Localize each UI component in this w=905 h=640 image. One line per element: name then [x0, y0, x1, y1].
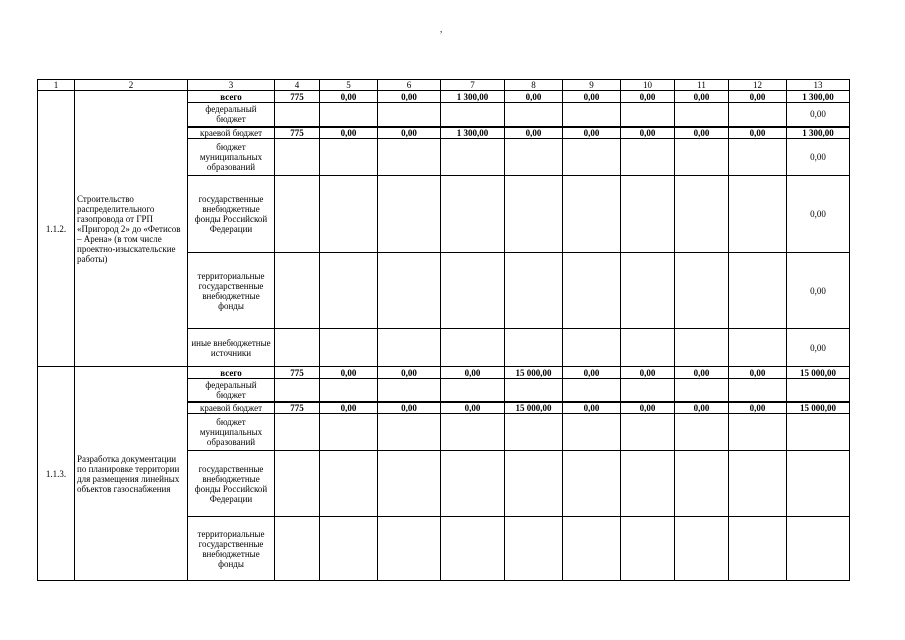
value-cell: 0,00 [505, 91, 563, 103]
source-label: бюджет муниципальных образований [188, 414, 275, 451]
value-cell: 1 300,00 [441, 91, 505, 103]
source-label: федеральный бюджет [188, 103, 275, 127]
top-mark: , [440, 24, 443, 34]
value-cell: 15 000,00 [505, 367, 563, 379]
value-cell: 0,00 [675, 367, 729, 379]
value-cell: 0,00 [378, 91, 441, 103]
col-header: 6 [378, 80, 441, 91]
value-cell: 0,00 [563, 367, 621, 379]
value-cell: 0,00 [675, 91, 729, 103]
value-cell: 0,00 [621, 127, 675, 139]
source-label: федеральный бюджет [188, 379, 275, 402]
col-header: 4 [275, 80, 320, 91]
source-label: государственные внебюджетные фонды Российской Федерации [188, 176, 275, 253]
value-cell: 0,00 [378, 367, 441, 379]
value-cell: 0,00 [621, 367, 675, 379]
value-cell: 775 [275, 127, 320, 139]
source-label: бюджет муниципальных образований [188, 139, 275, 176]
source-label: территориальные государственные внебюджетные фонды [188, 253, 275, 329]
value-cell: 0,00 [787, 253, 850, 329]
value-cell: 0,00 [320, 402, 378, 414]
value-cell: 0,00 [621, 402, 675, 414]
col-header: 9 [563, 80, 621, 91]
value-cell: 1 300,00 [787, 91, 850, 103]
table-row [38, 367, 850, 379]
value-cell: 1 300,00 [441, 127, 505, 139]
source-label: всего [188, 367, 275, 379]
value-cell: 0,00 [621, 91, 675, 103]
value-cell: 0,00 [441, 367, 505, 379]
source-label: всего [188, 91, 275, 103]
source-label: краевой бюджет [188, 127, 275, 139]
value-cell: 0,00 [729, 402, 787, 414]
item-number: 1.1.3. [38, 367, 75, 581]
value-cell: 0,00 [729, 91, 787, 103]
item-number: 1.1.2. [38, 91, 75, 367]
value-cell: 775 [275, 91, 320, 103]
source-label: территориальные государственные внебюджетные фонды [188, 517, 275, 581]
value-cell: 0,00 [320, 91, 378, 103]
value-cell: 0,00 [320, 127, 378, 139]
col-header: 5 [320, 80, 378, 91]
col-header: 13 [787, 80, 850, 91]
col-header: 10 [621, 80, 675, 91]
col-header: 1 [38, 80, 75, 91]
value-cell: 0,00 [787, 103, 850, 127]
table-row [38, 91, 850, 103]
value-cell: 775 [275, 367, 320, 379]
value-cell: 15 000,00 [505, 402, 563, 414]
value-cell: 0,00 [563, 402, 621, 414]
value-cell: 0,00 [378, 127, 441, 139]
source-label: иные внебюджетные источники [188, 329, 275, 367]
value-cell: 0,00 [787, 176, 850, 253]
value-cell: 0,00 [320, 367, 378, 379]
col-header: 12 [729, 80, 787, 91]
budget-table [37, 79, 850, 581]
value-cell: 0,00 [441, 402, 505, 414]
project-name: Разработка документации по планировке территории для размещения линейных объектов газоснабжения [75, 367, 188, 581]
col-header: 8 [505, 80, 563, 91]
col-header: 7 [441, 80, 505, 91]
source-label: краевой бюджет [188, 402, 275, 414]
value-cell: 0,00 [505, 127, 563, 139]
value-cell: 0,00 [729, 127, 787, 139]
value-cell: 0,00 [563, 127, 621, 139]
value-cell: 0,00 [787, 139, 850, 176]
value-cell: 1 300,00 [787, 127, 850, 139]
col-header: 3 [188, 80, 275, 91]
col-header: 2 [75, 80, 188, 91]
value-cell: 0,00 [563, 91, 621, 103]
value-cell: 775 [275, 402, 320, 414]
value-cell: 0,00 [675, 402, 729, 414]
project-name: Строительство распределительного газопровода от ГРП «Пригород 2» до «Фетисов – Арена» (в том числе проектно-изыскательские работы) [75, 91, 188, 367]
value-cell: 15 000,00 [787, 367, 850, 379]
value-cell: 0,00 [378, 402, 441, 414]
col-header: 11 [675, 80, 729, 91]
value-cell: 15 000,00 [787, 402, 850, 414]
column-number-row [38, 80, 850, 91]
value-cell: 0,00 [787, 329, 850, 367]
source-label: государственные внебюджетные фонды Российской Федерации [188, 451, 275, 517]
value-cell: 0,00 [729, 367, 787, 379]
value-cell: 0,00 [675, 127, 729, 139]
